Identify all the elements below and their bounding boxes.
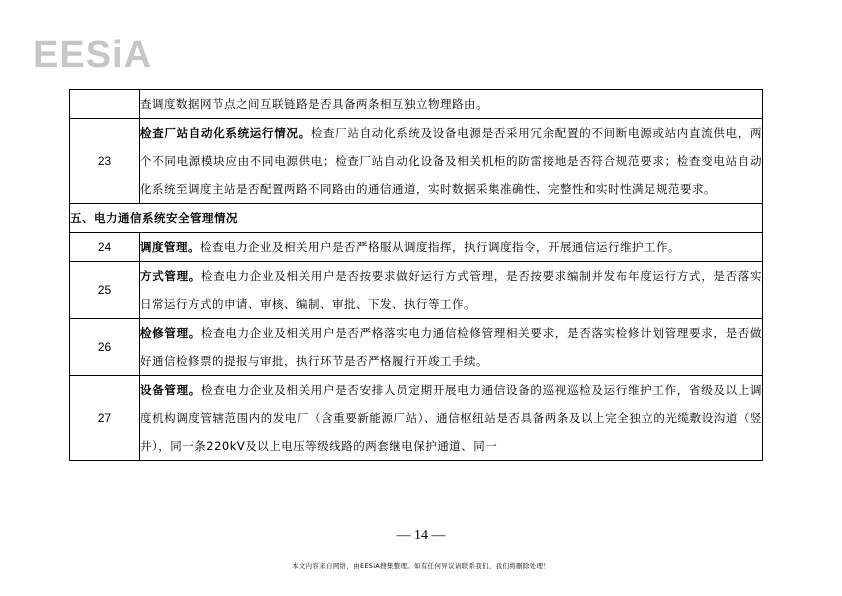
table-row bbox=[70, 262, 763, 319]
row-heading: 检查厂站自动化系统运行情况。 bbox=[140, 126, 311, 140]
row-content bbox=[140, 262, 763, 319]
row-body: 检查电力企业及相关用户是否按要求做好运行方式管理，是否按要求编制并发布年度运行方式，是否落实日常运行方式的申请、审核、编制、审批、下发、执行等工作。 bbox=[140, 269, 762, 311]
row-heading: 检修管理。 bbox=[140, 326, 201, 340]
row-body: 检查电力企业及相关用户是否安排人员定期开展电力通信设备的巡视巡检及运行维护工作，省级及以上调度机构调度管辖范围内的发电厂（含重要新能源厂站）、通信枢纽站是否具备两条及以上完全独立的光缆敷设沟道（竖井），同一条220kV及以上电压等级线路的两套继电保护通道、同一 bbox=[140, 383, 762, 453]
row-number: 25 bbox=[70, 262, 140, 319]
row-number: 26 bbox=[70, 319, 140, 376]
section-heading: 五、电力通信系统安全管理情况 bbox=[70, 204, 763, 233]
table-row bbox=[70, 90, 763, 119]
row-heading: 设备管理。 bbox=[140, 383, 201, 397]
table-row bbox=[70, 233, 763, 262]
table-row bbox=[70, 376, 763, 461]
row-content bbox=[140, 319, 763, 376]
table-row bbox=[70, 119, 763, 204]
row-body: 检查厂站自动化系统及设备电源是否采用冗余配置的不间断电源或站内直流供电，两个不同电源模块应由不同电源供电；检查厂站自动化设备及相关机柜的防雷接地是否符合规范要求；检查变电站自动化系统至调度主站是否配置两路不同路由的通信通道，实时数据采集准确性、完整性和实时性满足规范要求。 bbox=[140, 126, 763, 196]
section-row bbox=[70, 204, 763, 233]
row-content bbox=[140, 119, 763, 204]
row-number: 27 bbox=[70, 376, 140, 461]
row-content bbox=[140, 233, 763, 262]
row-number: 23 bbox=[70, 119, 140, 204]
eesia-watermark-logo: EESiA bbox=[33, 34, 153, 76]
footer-disclaimer: 本文内容来自网络，由EESiA搜集整理。如有任何异议请联系我们，我们将删除处理！ bbox=[291, 562, 551, 570]
row-content bbox=[140, 376, 763, 461]
row-number-empty bbox=[70, 90, 140, 119]
row-body: 检查电力企业及相关用户是否严格服从调度指挥，执行调度指令，开展通信运行维护工作。 bbox=[200, 240, 680, 254]
row-heading: 方式管理。 bbox=[140, 269, 201, 283]
row-number: 24 bbox=[70, 233, 140, 262]
row-content bbox=[140, 90, 763, 119]
row-body: 查调度数据网节点之间互联链路是否具备两条相互独立物理路由。 bbox=[140, 97, 488, 111]
row-body: 检查电力企业及相关用户是否严格落实电力通信检修管理相关要求，是否落实检修计划管理要求，是否做好通信检修票的提报与审批，执行环节是否严格履行开竣工手续。 bbox=[140, 326, 762, 368]
inspection-table bbox=[69, 89, 763, 461]
row-heading: 调度管理。 bbox=[140, 240, 200, 254]
page-number: — 14 — bbox=[396, 528, 446, 543]
table-row bbox=[70, 319, 763, 376]
